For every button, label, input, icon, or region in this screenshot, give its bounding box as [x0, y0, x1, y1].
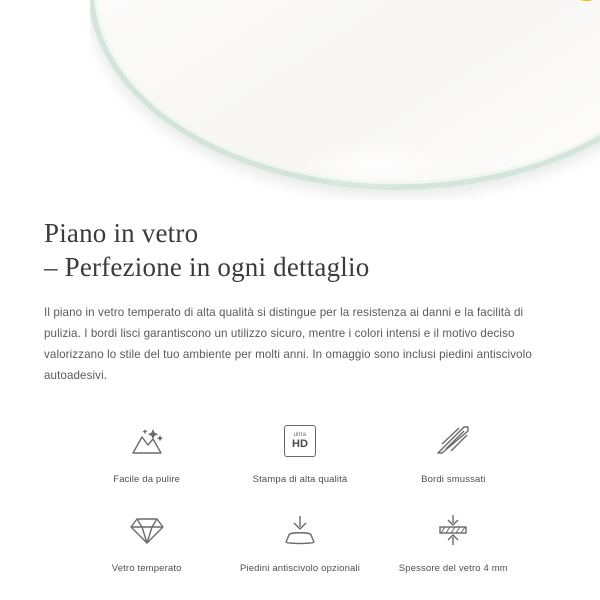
- feature-easy-to-clean: [70, 418, 223, 485]
- hero-image: [0, 0, 600, 200]
- ultra-hd-badge-icon: [274, 418, 326, 464]
- feature-label: Spessore del vetro 4 mm: [398, 563, 508, 574]
- page-title: [44, 216, 556, 284]
- sparkle-clean-icon: [121, 418, 173, 464]
- feature-print-quality: [223, 418, 376, 485]
- feature-label: Bordi smussati: [421, 474, 486, 485]
- feature-label: Stampa di alta qualità: [252, 474, 348, 485]
- headline-line-2: – Perfezione in ogni dettaglio: [44, 252, 370, 282]
- headline-line-1: Piano in vetro: [44, 218, 199, 248]
- feature-grid: [44, 418, 556, 574]
- bevelled-edge-icon: [427, 418, 479, 464]
- feature-label: Vetro temperato: [111, 563, 182, 574]
- feature-glass-thickness: [377, 507, 530, 574]
- anti-slip-pad-icon: [274, 507, 326, 553]
- badge-top-text: ultra: [293, 432, 307, 438]
- feature-anti-slip-pads: [223, 507, 376, 574]
- glass-tabletop-round: [88, 0, 600, 190]
- feature-label: Piedini antiscivolo opzionali: [239, 563, 360, 574]
- content-block: [0, 200, 600, 574]
- feature-bevelled-edges: [377, 418, 530, 485]
- gold-veins: [88, 0, 600, 190]
- diamond-icon: [121, 507, 173, 553]
- feature-tempered-glass: [70, 507, 223, 574]
- thickness-arrows-icon: [427, 507, 479, 553]
- description-paragraph: Il piano in vetro temperato di alta qualità si distingue per la resistenza ai danni e la facilità di pulizia. I bordi lisci garantiscono un utilizzo sicuro, mentre i colori intensi e il motivo deciso valorizzano lo stile del tuo ambiente per molti anni. In omaggio sono inclusi piedini antiscivolo autoadesivi.: [44, 306, 532, 382]
- hero-left-margin: [0, 0, 90, 200]
- badge-bottom-text: HD: [292, 438, 308, 450]
- feature-label: Facile da pulire: [113, 474, 181, 485]
